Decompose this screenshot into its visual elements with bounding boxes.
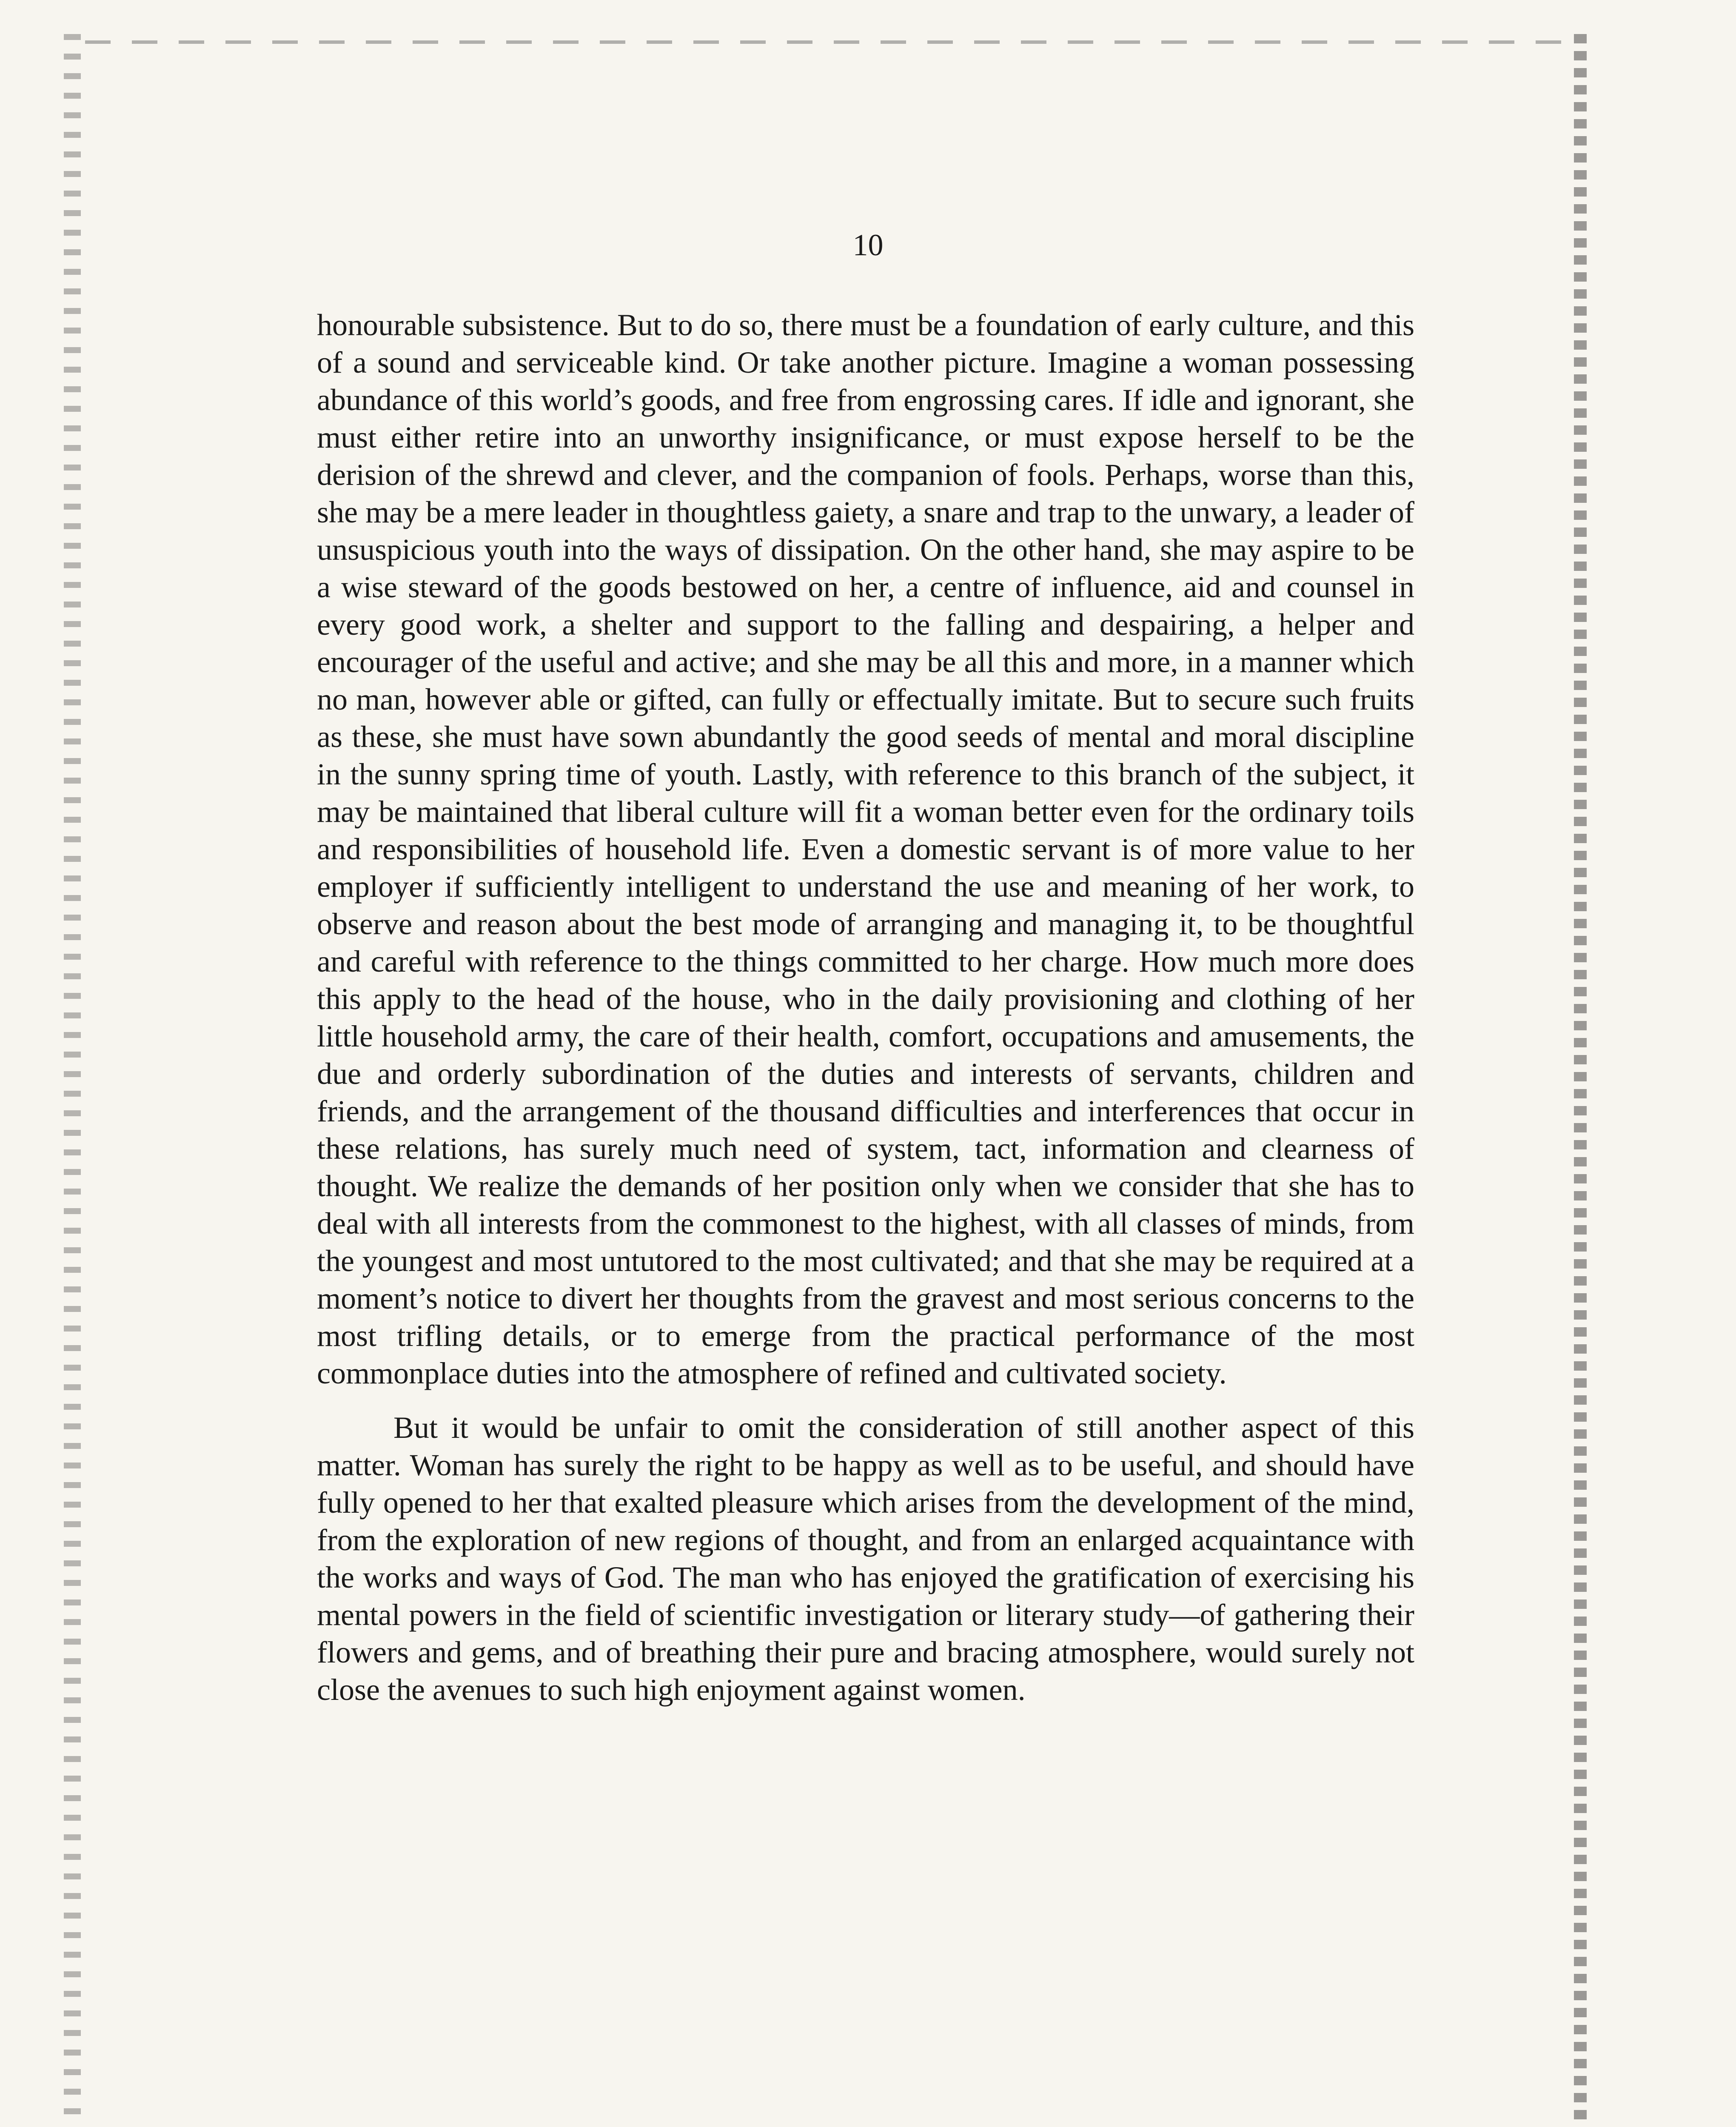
scanned-page-edge-right	[1574, 34, 1587, 2127]
scanned-top-edge	[85, 40, 1574, 44]
scanned-page-edge-left	[64, 34, 81, 2127]
paragraph: But it would be unfair to omit the consideration of still another aspect of this matter. Woman has surely the right to be happy as well as to be useful, and should have fully opened to her that exalted pleasure which arises from the development of the mind, from the exploration of new regions of thought, and from an enlarged acquaintance with the works and ways of God. The man who has enjoyed the gratification of exercising his mental powers in the field of scientific investigation or literary study—of gathering their flowers and gems, and of breathing their pure and bracing atmosphere, would surely not close the avenues to such high enjoyment against women.	[317, 1411, 1414, 1707]
page-number: 10	[852, 228, 884, 262]
body-text	[317, 306, 1414, 1708]
paragraph: honourable subsistence. But to do so, there must be a foundation of early culture, and this of a sound and serviceable kind. Or take another picture. Imagine a woman possessing abundance of this world’s goods, and free from engrossing cares. If idle and ignorant, she must either retire into an unworthy insignificance, or must expose herself to be the derision of the shrewd and clever, and the companion of fools. Perhaps, worse than this, she may be a mere leader in thoughtless gaiety, a snare and trap to the unwary, a leader of unsuspicious youth into the ways of dissipation. On the other hand, she may aspire to be a wise steward of the goods bestowed on her, a centre of influence, aid and counsel in every good work, a shelter and support to the falling and despairing, a helper and encourager of the useful and active; and she may be all this and more, in a manner which no man, however able or gifted, can fully or effectually imitate. But to secure such fruits as these, she must have sown abundantly the good seeds of mental and moral discipline in the sunny spring time of youth. Lastly, with reference to this branch of the subject, it may be maintained that liberal culture will fit a woman better even for the ordinary toils and responsibilities of household life. Even a domestic servant is of more value to her employer if sufficiently intelligent to understand the use and meaning of her work, to observe and reason about the best mode of arranging and managing it, to be thoughtful and careful with reference to the things committed to her charge. How much more does this apply to the head of the house, who in the daily provisioning and clothing of her little household army, the care of their health, comfort, occupations and amusements, the due and orderly subordination of the duties and interests of servants, children and friends, and the arrangement of the thousand difficulties and interferences that occur in these relations, has surely much need of system, tact, information and clearness of thought. We realize the demands of her position only when we consider that she has to deal with all interests from the commonest to the highest, with all classes of minds, from the youngest and most untutored to the most cultivated; and that she may be required at a moment’s notice to divert her thoughts from the gravest and most serious concerns to the most trifling details, or to emerge from the practical performance of the most commonplace duties into the atmosphere of refined and cultivated society.	[317, 308, 1414, 1390]
